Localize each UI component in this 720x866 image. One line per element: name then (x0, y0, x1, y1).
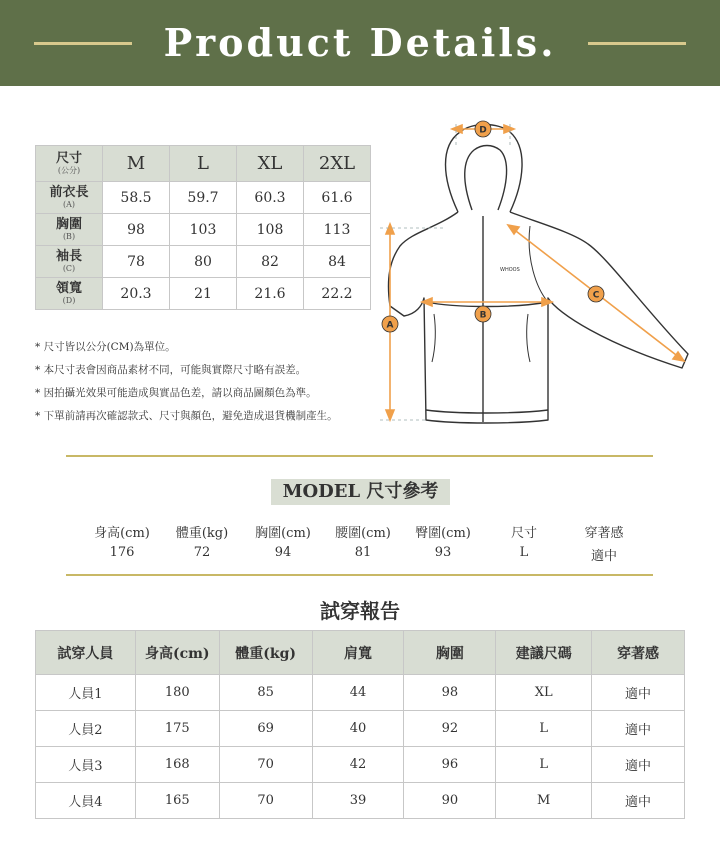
size-column-header: M (103, 146, 170, 182)
jacket-hem-line (426, 410, 548, 413)
trial-report-title: 試穿報告 (320, 599, 400, 623)
trial-cell: 適中 (592, 675, 685, 711)
size-row-header (36, 246, 103, 278)
trial-cell: 85 (219, 675, 312, 711)
size-row-label: 前衣長 (49, 185, 89, 200)
trial-cell: L (496, 747, 592, 783)
size-row-header (36, 182, 103, 214)
trial-cell: 40 (312, 711, 404, 747)
size-row-header (36, 214, 103, 246)
trial-column-header: 體重(kg) (219, 631, 312, 675)
arrow-a-top (386, 224, 394, 234)
size-header-cell (36, 146, 103, 182)
size-row-label: 領寬 (55, 281, 82, 296)
model-label: 穿著感 (584, 526, 624, 541)
model-label: 身高(cm) (94, 526, 150, 541)
size-table-row (36, 214, 371, 246)
model-value: 適中 (590, 549, 617, 564)
trial-column-header: 試穿人員 (36, 631, 136, 675)
trial-cell: 180 (135, 675, 219, 711)
size-cell: 59.7 (170, 182, 237, 214)
size-cell: 60.3 (237, 182, 304, 214)
model-value: 93 (434, 545, 452, 560)
size-cell: 98 (103, 214, 170, 246)
trial-cell: 92 (404, 711, 496, 747)
size-column-header: 2XL (304, 146, 371, 182)
jacket-sleeve-seam (529, 226, 548, 302)
header-banner (0, 0, 720, 86)
marker-a-label: A (386, 320, 394, 331)
trial-cell: 69 (219, 711, 312, 747)
model-value: 81 (354, 545, 372, 560)
size-table-row (36, 246, 371, 278)
marker-b-label: B (479, 310, 487, 321)
table-row (36, 675, 685, 711)
trial-cell: 適中 (592, 783, 685, 819)
model-value: 72 (193, 545, 211, 560)
trial-cell: 175 (135, 711, 219, 747)
model-value: L (519, 545, 529, 560)
note-item: * 本尺寸表會因商品素材不同，可能與實際尺寸略有誤差。 (35, 364, 307, 376)
size-cell: 82 (237, 246, 304, 278)
model-label: 體重(kg) (175, 526, 229, 541)
trial-cell: 96 (404, 747, 496, 783)
size-row-code: (D) (62, 296, 76, 305)
size-cell: 22.2 (304, 278, 371, 310)
size-cell: 80 (170, 246, 237, 278)
trial-cell: 39 (312, 783, 404, 819)
trial-column-header: 建議尺碼 (496, 631, 592, 675)
note-item: * 尺寸皆以公分(CM)為單位。 (35, 341, 176, 353)
size-row-label: 袖長 (55, 249, 82, 264)
divider-top (66, 455, 653, 457)
trial-cell: 人員3 (36, 747, 136, 783)
size-column-header: L (170, 146, 237, 182)
jacket-pocket-right (527, 314, 530, 362)
model-label: 腰圍(cm) (335, 526, 391, 541)
trial-column-header: 肩寬 (312, 631, 404, 675)
table-row (36, 747, 685, 783)
size-notes (35, 340, 338, 432)
trial-cell: 70 (219, 783, 312, 819)
size-cell: 84 (304, 246, 371, 278)
model-heading: MODEL 尺寸參考 (271, 479, 450, 505)
table-row (36, 711, 685, 747)
jacket-measurement-diagram (376, 118, 692, 432)
trial-cell: 人員4 (36, 783, 136, 819)
size-row-code: (C) (62, 264, 76, 273)
trial-cell: XL (496, 675, 592, 711)
trial-cell: 44 (312, 675, 404, 711)
size-cell: 78 (103, 246, 170, 278)
arrow-a-bottom (386, 410, 394, 420)
trial-cell: 適中 (592, 747, 685, 783)
trial-cell: 70 (219, 747, 312, 783)
trial-cell: 適中 (592, 711, 685, 747)
banner-decor-line-right (588, 42, 686, 45)
trial-cell: M (496, 783, 592, 819)
trial-column-header: 穿著感 (592, 631, 685, 675)
jacket-hood-outline (446, 125, 523, 213)
model-value: 176 (109, 545, 135, 560)
size-table-row (36, 182, 371, 214)
arrow-d-left (452, 125, 462, 133)
trial-cell: 42 (312, 747, 404, 783)
size-cell: 21.6 (237, 278, 304, 310)
jacket-body-outline (388, 212, 688, 423)
table-row (36, 783, 685, 819)
size-row-header (36, 278, 103, 310)
trial-cell: 人員1 (36, 675, 136, 711)
brand-label: WHOOS (500, 267, 520, 273)
size-header-label: 尺寸 (55, 151, 82, 166)
arrow-b-right (542, 298, 552, 306)
marker-d-label: D (479, 125, 487, 136)
size-table (35, 145, 371, 310)
jacket-hood-inner (465, 146, 507, 211)
trial-cell: 168 (135, 747, 219, 783)
model-label: 尺寸 (510, 526, 537, 541)
model-value: 94 (274, 545, 292, 560)
size-cell: 108 (237, 214, 304, 246)
size-table-row (36, 278, 371, 310)
trial-column-header: 身高(cm) (135, 631, 219, 675)
size-row-code: (B) (62, 232, 76, 241)
marker-c-label: C (592, 290, 600, 301)
size-row-code: (A) (62, 200, 76, 209)
size-row-label: 胸圍 (55, 217, 82, 232)
note-item: * 下單前請再次確認款式、尺寸與顏色，避免造成退貨機制產生。 (35, 410, 338, 422)
size-cell: 20.3 (103, 278, 170, 310)
size-header-unit: (公分) (57, 166, 81, 175)
size-table-header-row (36, 146, 371, 182)
size-cell: 61.6 (304, 182, 371, 214)
size-column-header: XL (237, 146, 304, 182)
size-cell: 113 (304, 214, 371, 246)
page-title: Product Details. (163, 20, 557, 65)
trial-report-table (35, 630, 685, 819)
model-label: 胸圍(cm) (255, 526, 311, 541)
trial-header-row (36, 631, 685, 675)
model-label: 臀圍(cm) (415, 526, 471, 541)
trial-cell: 90 (404, 783, 496, 819)
note-item: * 因拍攝光效果可能造成與實品色差，請以商品圖顏色為準。 (35, 387, 317, 399)
size-cell: 58.5 (103, 182, 170, 214)
trial-cell: 165 (135, 783, 219, 819)
arrow-d-right (504, 125, 514, 133)
size-cell: 103 (170, 214, 237, 246)
trial-cell: 98 (404, 675, 496, 711)
trial-cell: L (496, 711, 592, 747)
trial-cell: 人員2 (36, 711, 136, 747)
size-cell: 21 (170, 278, 237, 310)
jacket-pocket-left (432, 314, 435, 362)
trial-column-header: 胸圍 (404, 631, 496, 675)
divider-bottom (66, 574, 653, 576)
